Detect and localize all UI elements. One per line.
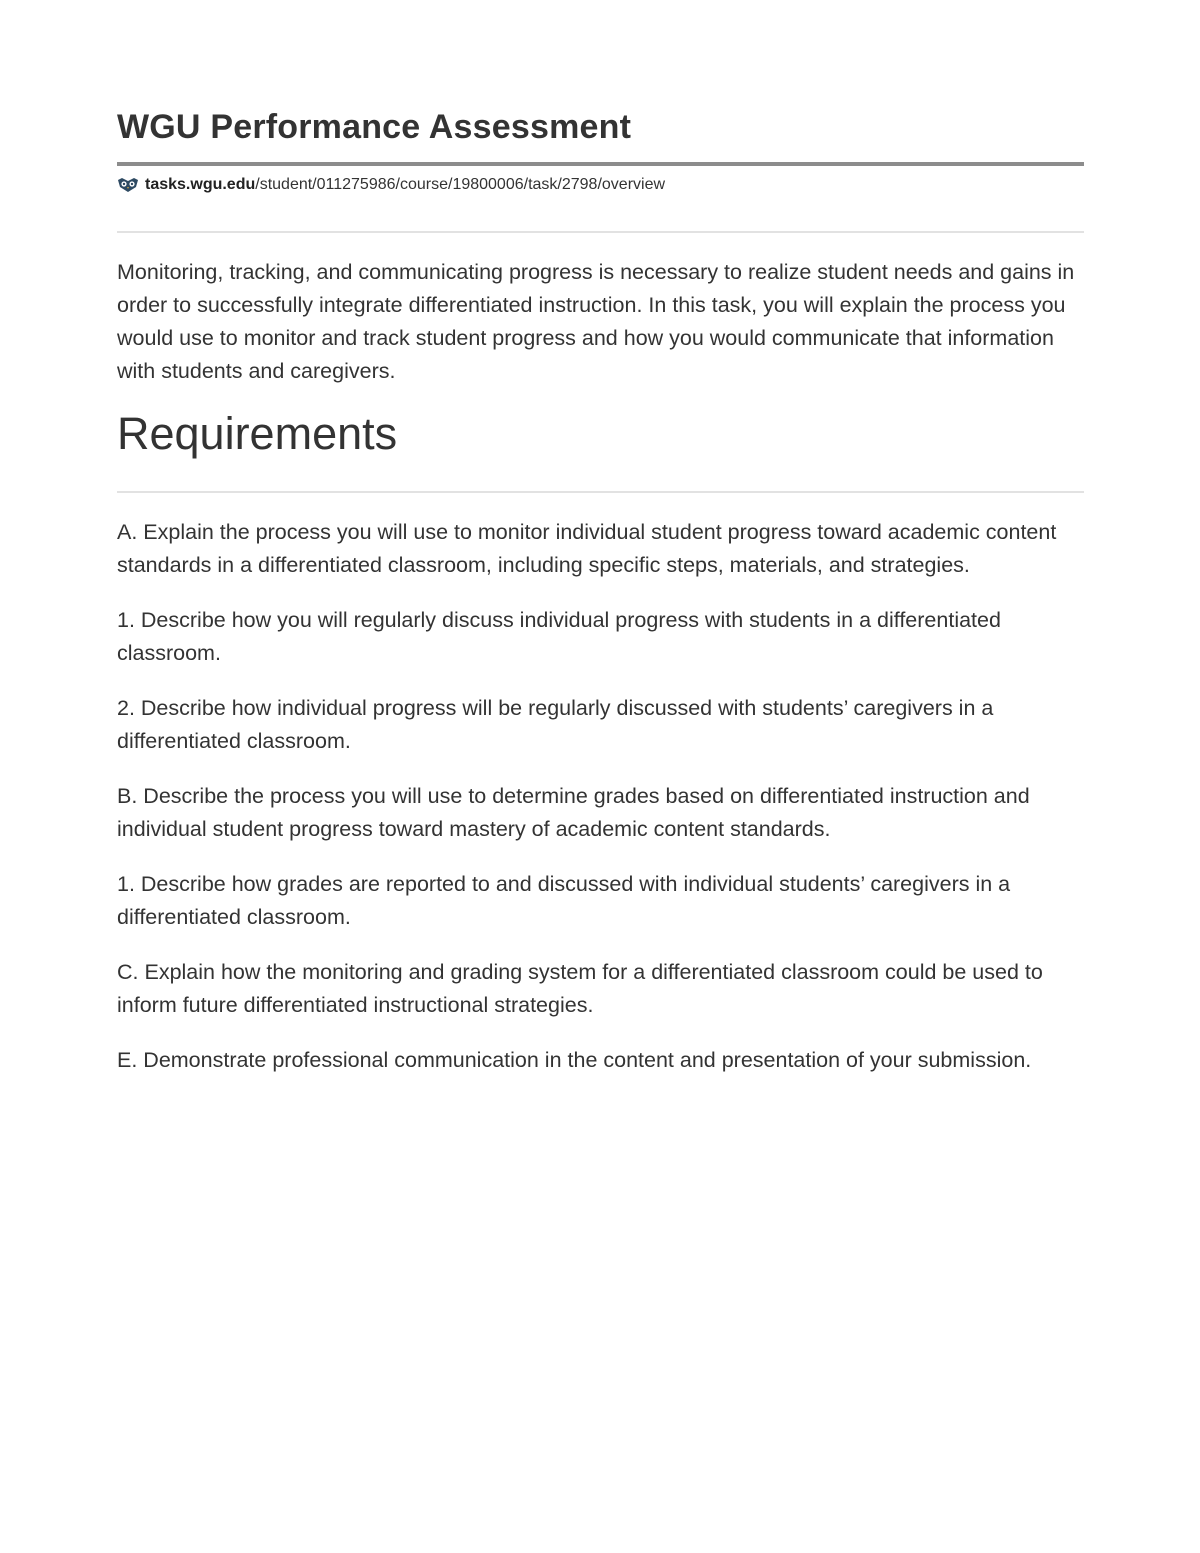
source-url[interactable] [117, 174, 665, 196]
intro-paragraph: Monitoring, tracking, and communicating progress is necessary to realize student needs and gains in order to successfully integrate differentiated instruction. In this task, you will explain the process you would use to monitor and track student progress and how you would communicate that information with students and caregivers. [117, 260, 1075, 383]
requirement-a: A. Explain the process you will use to monitor individual student progress toward academic content standards in a differentiated classroom, including specific steps, materials, and strategies. [117, 520, 1057, 577]
requirement-a1: 1. Describe how you will regularly discuss individual progress with students in a differentiated classroom. [117, 608, 1001, 665]
requirement-e: E. Demonstrate professional communication in the content and presentation of your submission. [117, 1048, 1032, 1072]
requirements-list [117, 516, 1084, 1099]
requirement-c: C. Explain how the monitoring and grading system for a differentiated classroom could be used to inform future differentiated instructional strategies. [117, 960, 1043, 1017]
page-title: WGU Performance Assessment [117, 108, 632, 146]
requirement-b1: 1. Describe how grades are reported to and discussed with individual students’ caregivers in a differentiated classroom. [117, 872, 1011, 929]
requirements-heading: Requirements [117, 408, 398, 459]
requirement-a2: 2. Describe how individual progress will be regularly discussed with students’ caregivers in a differentiated classroom. [117, 696, 994, 753]
url-domain[interactable]: tasks.wgu.edu [145, 176, 256, 193]
title-divider [117, 162, 1084, 166]
requirements-divider [117, 491, 1084, 493]
header-divider [117, 231, 1084, 233]
wgu-owl-icon [117, 177, 139, 193]
url-path[interactable]: /student/011275986/course/19800006/task/2798/overview [255, 176, 666, 193]
requirement-b: B. Describe the process you will use to determine grades based on differentiated instruction and individual student progress toward mastery of academic content standards. [117, 784, 1030, 841]
